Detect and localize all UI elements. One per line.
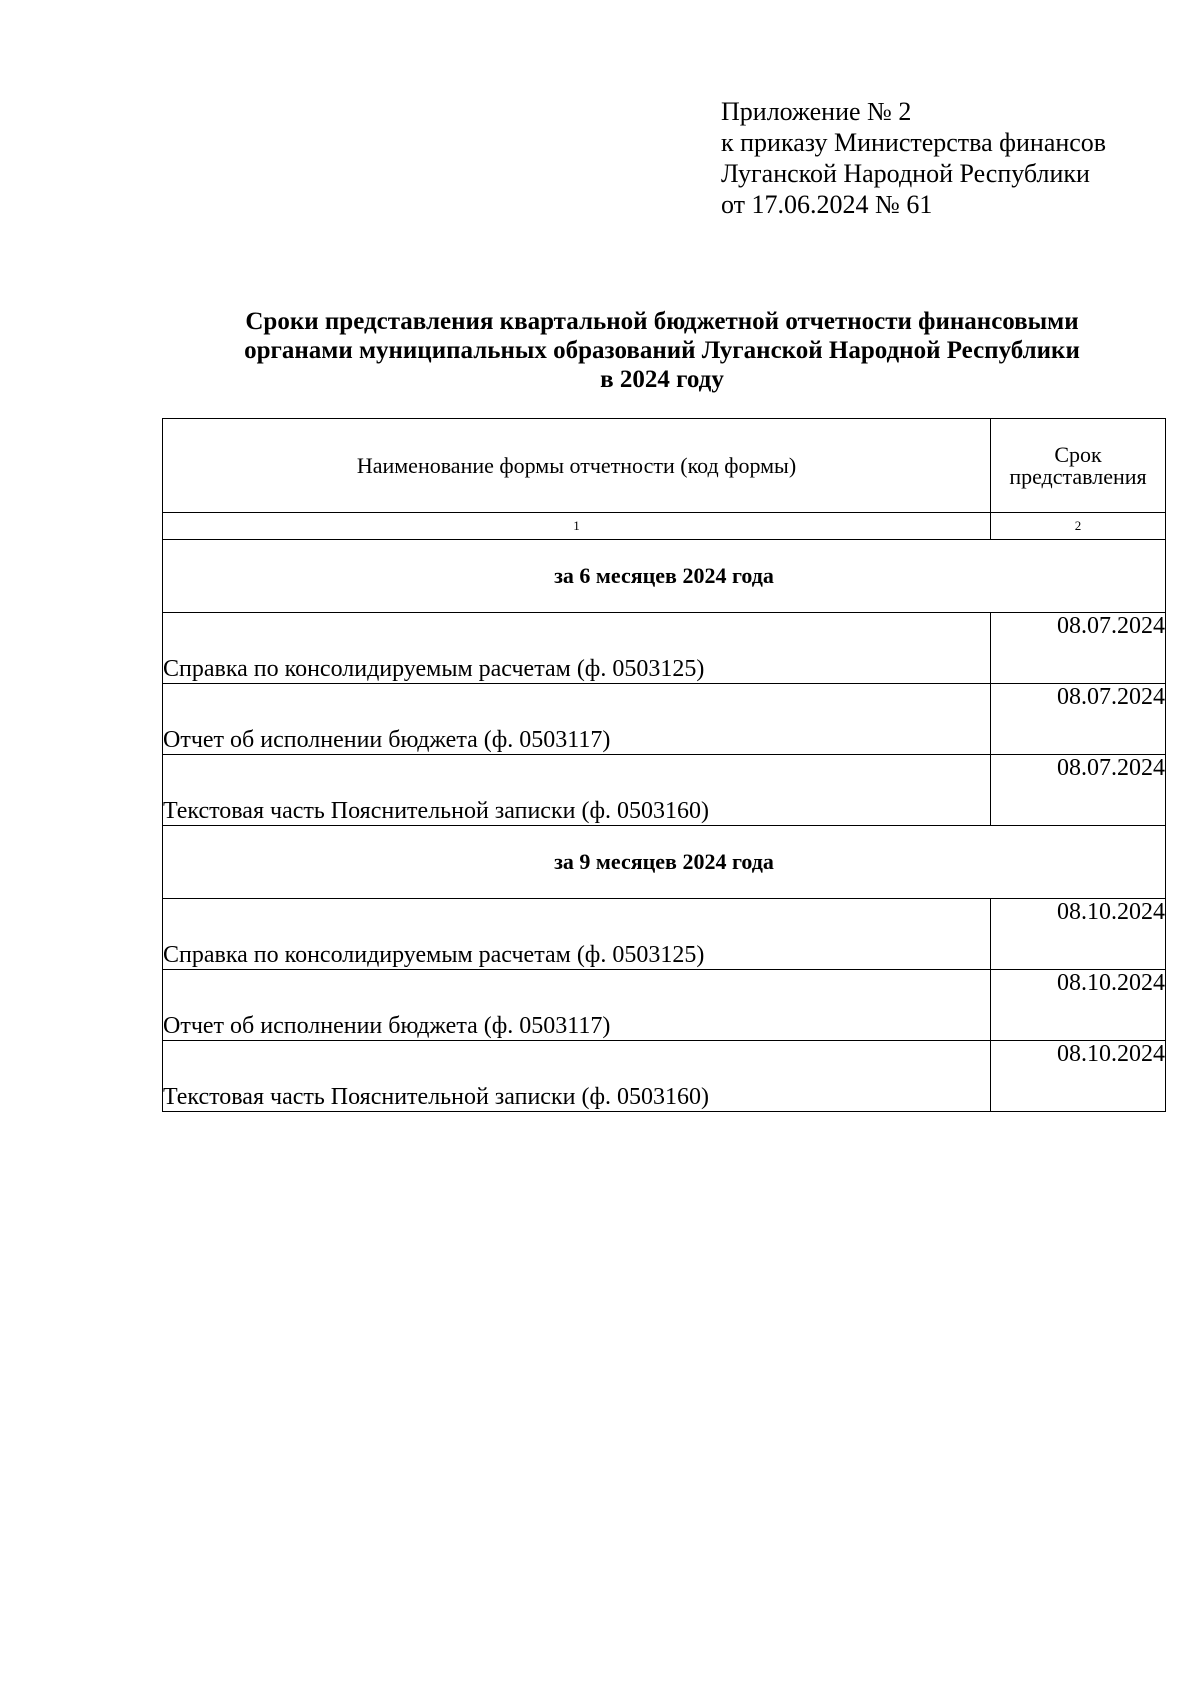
deadline-cell: 08.07.2024 [991, 684, 1166, 755]
column-number-row [163, 513, 1166, 540]
section-title: за 6 месяцев 2024 года [163, 540, 1166, 613]
form-name-cell: Справка по консолидируемым расчетам (ф. 0503125) [163, 613, 991, 684]
header-deadline-line-1: Срок [1054, 441, 1102, 467]
deadline-cell: 08.07.2024 [991, 613, 1166, 684]
table-row [163, 1041, 1166, 1112]
table-row [163, 684, 1166, 755]
form-name-cell: Текстовая часть Пояснительной записки (ф. 0503160) [163, 1041, 991, 1112]
document-title [162, 307, 1162, 394]
title-line-2: органами муниципальных образований Луганской Народной Республики [244, 337, 1080, 364]
header-deadline [991, 419, 1166, 513]
reporting-deadlines-table [162, 418, 1166, 1112]
appendix-reference [721, 96, 1106, 220]
header-deadline-line-2: представления [1009, 463, 1147, 489]
appendix-issuer: Луганской Народной Республики [721, 159, 1090, 188]
form-name-cell: Текстовая часть Пояснительной записки (ф. 0503160) [163, 755, 991, 826]
appendix-order-ref: к приказу Министерства финансов [721, 128, 1107, 157]
table-row [163, 755, 1166, 826]
appendix-number: Приложение № 2 [721, 97, 912, 126]
deadline-cell: 08.07.2024 [991, 755, 1166, 826]
title-line-1: Сроки представления квартальной бюджетной отчетности финансовыми [245, 308, 1079, 335]
appendix-date: от 17.06.2024 № 61 [721, 190, 933, 219]
deadline-cell: 08.10.2024 [991, 1041, 1166, 1112]
title-line-3: в 2024 году [600, 366, 724, 393]
table-row [163, 613, 1166, 684]
section-title: за 9 месяцев 2024 года [163, 826, 1166, 899]
header-form-name: Наименование формы отчетности (код формы) [163, 419, 991, 513]
table-row [163, 970, 1166, 1041]
deadline-cell: 08.10.2024 [991, 899, 1166, 970]
table-row [163, 899, 1166, 970]
column-number-2: 2 [991, 513, 1166, 540]
form-name-cell: Отчет об исполнении бюджета (ф. 0503117) [163, 970, 991, 1041]
column-number-1: 1 [163, 513, 991, 540]
section-row [163, 826, 1166, 899]
table-header-row [163, 419, 1166, 513]
deadline-cell: 08.10.2024 [991, 970, 1166, 1041]
form-name-cell: Справка по консолидируемым расчетам (ф. 0503125) [163, 899, 991, 970]
section-row [163, 540, 1166, 613]
form-name-cell: Отчет об исполнении бюджета (ф. 0503117) [163, 684, 991, 755]
